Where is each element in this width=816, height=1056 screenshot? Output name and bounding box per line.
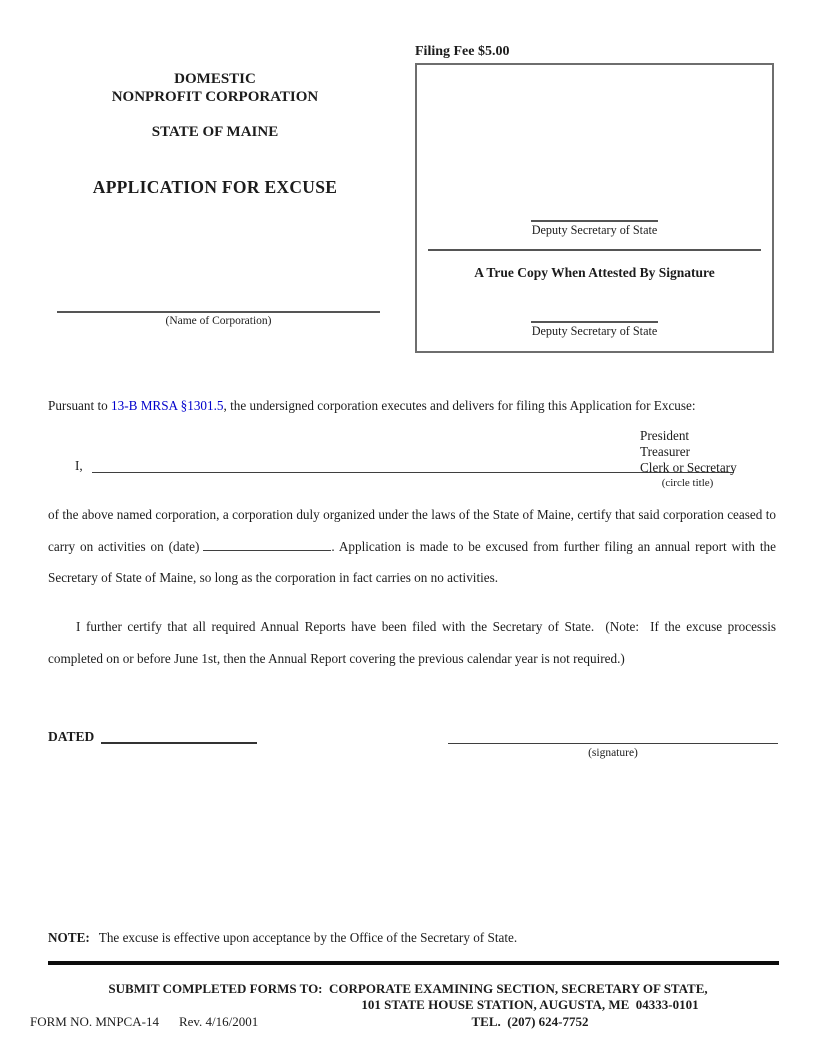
signature-line[interactable]	[448, 729, 778, 744]
body-before-date: of the above named corporation, a corporation duly organized under the laws of the State of Maine, certify that said corporation ceased to carry on activities on (date)	[48, 507, 776, 554]
submit-address-line-2: 101 STATE HOUSE STATION, AUGUSTA, ME 04333-0101	[361, 997, 699, 1012]
attestation-divider	[428, 249, 761, 251]
pursuant-suffix: , the undersigned corporation executes and delivers for filing this Application for Excuse:	[223, 398, 696, 413]
corporation-name-caption: (Name of Corporation)	[165, 315, 272, 327]
date-blank-line[interactable]	[203, 538, 331, 551]
deputy-secretary-label-1: Deputy Secretary of State	[531, 223, 658, 237]
note-row	[48, 930, 778, 946]
submit-address-line-1: SUBMIT COMPLETED FORMS TO: CORPORATE EXAMINING SECTION, SECRETARY OF STATE,	[108, 981, 708, 996]
body-paragraph	[48, 499, 776, 594]
heading-block	[60, 71, 370, 198]
deputy-signature-line-1[interactable]	[531, 220, 658, 222]
corporation-name-line[interactable]	[57, 295, 380, 313]
deputy-secretary-label-2: Deputy Secretary of State	[531, 324, 658, 338]
declarant-name-line[interactable]	[92, 458, 734, 473]
circle-title-caption: (circle title)	[661, 477, 714, 489]
form-type-line-2: NONPROFIT CORPORATION	[111, 88, 319, 105]
filing-fee-label: Filing Fee $5.00	[415, 44, 510, 59]
note-label: NOTE:	[48, 930, 90, 945]
form-number: FORM NO. MNPCA-14	[30, 1014, 159, 1029]
title-option-treasurer[interactable]: Treasurer	[640, 443, 691, 459]
title-option-clerk-or-secretary[interactable]: Clerk or Secretary	[640, 459, 737, 475]
note-text: The excuse is effective upon acceptance by the Office of the Secretary of State.	[98, 930, 518, 945]
revision-date: Rev. 4/16/2001	[178, 1014, 259, 1029]
corporation-name-field	[57, 295, 380, 327]
dated-blank-line[interactable]	[101, 729, 257, 744]
declarant-i-label: I,	[75, 458, 83, 473]
pursuant-prefix: Pursuant to	[48, 398, 112, 413]
form-number-row	[30, 1014, 258, 1030]
form-title: APPLICATION FOR EXCUSE	[92, 177, 338, 197]
footer-rule	[48, 961, 779, 965]
dated-label: DATED	[48, 729, 95, 744]
body-after-date: . Application is made to be excused from further filing an annual report with the Secretary of State of Maine, so long as the corporation in fact carries on no activities.	[48, 538, 776, 586]
attestation-box	[415, 63, 774, 353]
attestation-statement: A True Copy When Attested By Signature	[474, 265, 715, 280]
signature-caption: (signature)	[588, 747, 638, 759]
certify-paragraph: I further certify that all required Annual Reports have been filed with the Secretary of State. (Note: If the excuse processis completed on or before June 1st, then the Annual Report covering the previous calendar year is not required.)	[48, 619, 780, 666]
deputy-signature-line-2[interactable]	[531, 321, 658, 323]
pursuant-paragraph	[48, 398, 778, 414]
state-heading: STATE OF MAINE	[151, 124, 279, 140]
telephone-line: TEL. (207) 624-7752	[471, 1014, 589, 1029]
form-type-line-1: DOMESTIC	[174, 71, 256, 87]
title-option-president[interactable]: President	[640, 428, 690, 443]
statute-link[interactable]: 13-B MRSA §1301.5	[111, 398, 224, 413]
